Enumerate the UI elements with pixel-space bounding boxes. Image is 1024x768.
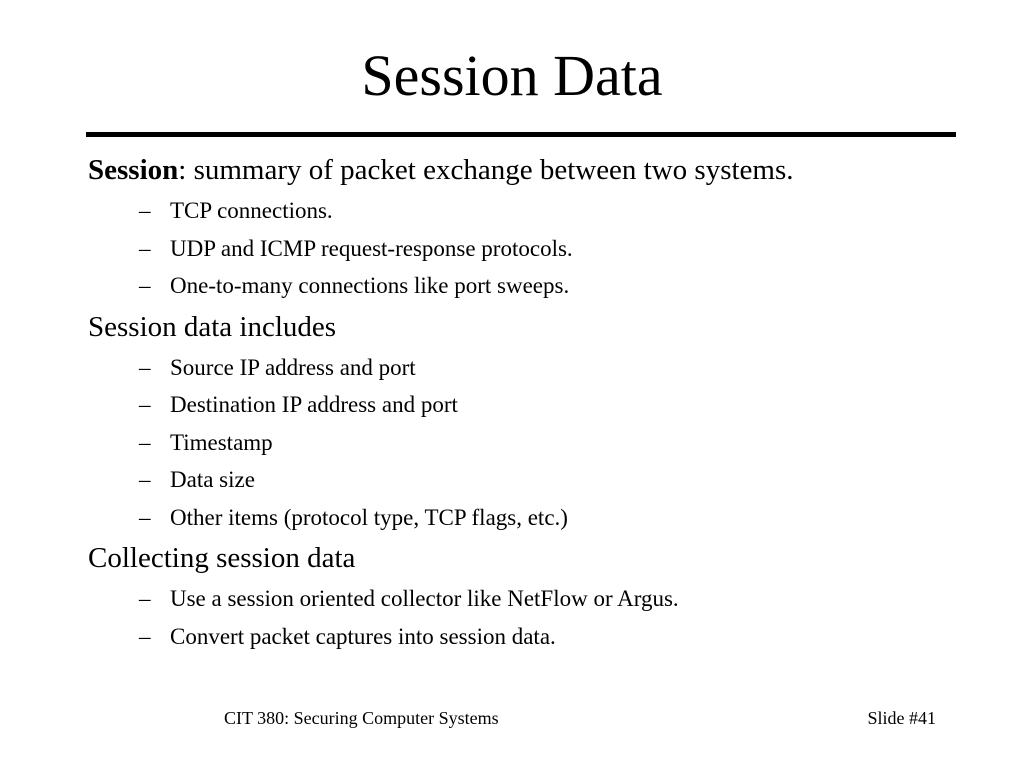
list-item-text: Source IP address and port	[170, 354, 416, 380]
list-item	[88, 267, 988, 305]
section-heading: Session data includes	[88, 310, 337, 343]
footer-course-title: CIT 380: Securing Computer Systems	[224, 708, 499, 728]
list-item-text: Data size	[170, 467, 255, 492]
list-item	[88, 230, 988, 268]
session-fields-list	[88, 349, 988, 537]
list-item-text: Destination IP address and port	[170, 392, 458, 417]
dash-bullet: –	[139, 354, 151, 380]
list-item	[88, 618, 988, 656]
list-item	[88, 192, 988, 230]
list-item	[88, 499, 988, 537]
dash-bullet: –	[139, 273, 151, 298]
collection-methods-list	[88, 580, 988, 655]
footer-slide-number: Slide #41	[867, 708, 936, 728]
list-item	[88, 386, 988, 424]
section-heading: Collecting session data	[88, 542, 356, 574]
dash-bullet: –	[139, 235, 151, 261]
dash-bullet: –	[139, 586, 151, 611]
list-item-text: UDP and ICMP request-response protocols.	[170, 235, 573, 261]
dash-bullet: –	[139, 623, 151, 649]
dash-bullet: –	[139, 198, 151, 223]
list-item-text: Use a session oriented collector like NetFlow or Argus.	[170, 586, 679, 611]
slide-body	[88, 148, 988, 655]
list-item-text: Timestamp	[170, 429, 273, 455]
bullet-session-data-includes	[88, 305, 988, 349]
session-types-list	[88, 192, 988, 305]
bullet-collecting-session-data	[88, 536, 988, 580]
session-definition-text: : summary of packet exchange between two systems.	[178, 154, 794, 186]
dash-bullet: –	[139, 392, 151, 417]
list-item	[88, 424, 988, 462]
dash-bullet: –	[139, 429, 151, 455]
dash-bullet: –	[139, 467, 151, 492]
bullet-session-definition	[88, 148, 988, 192]
list-item	[88, 580, 988, 618]
list-item	[88, 461, 988, 499]
list-item-text: One-to-many connections like port sweeps.	[170, 273, 570, 298]
dash-bullet: –	[139, 504, 151, 530]
slide-title: Session Data	[361, 43, 663, 108]
list-item-text: Convert packet captures into session data.	[170, 623, 556, 649]
list-item-text: TCP connections.	[170, 198, 333, 223]
title-divider	[86, 132, 956, 137]
list-item-text: Other items (protocol type, TCP flags, etc.)	[170, 504, 568, 530]
list-item	[88, 349, 988, 387]
term-session: Session	[88, 154, 179, 186]
